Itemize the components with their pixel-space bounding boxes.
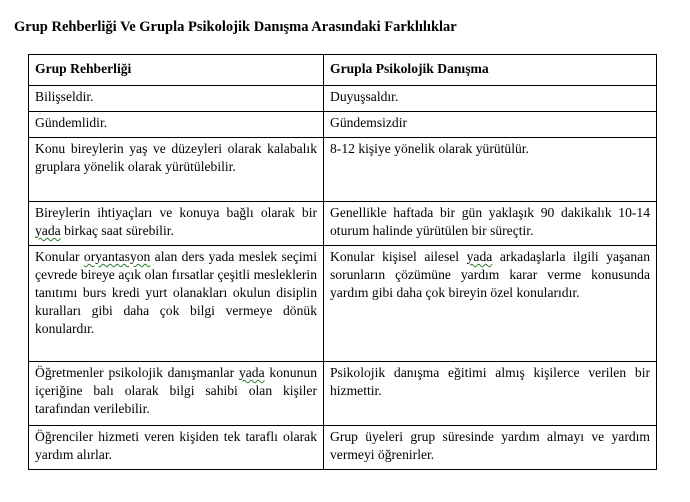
table-row: [29, 246, 657, 362]
table-row: [29, 112, 657, 138]
cell-grup-rehberligi: Öğretmenler psikolojik danışmanlar yada konunun içeriğine balı olarak bilgi sahibi olan kişiler tarafından verilebilir.: [29, 362, 324, 426]
header-grupla-psikolojik-danisma: Grupla Psikolojik Danışma: [324, 55, 657, 86]
spellcheck-word: yada: [238, 365, 265, 380]
table-row: [29, 426, 657, 470]
table-row: [29, 202, 657, 246]
cell-grup-rehberligi: Bilişseldir.: [29, 86, 324, 112]
cell-grupla-psikolojik-danisma: Gündemsizdir: [324, 112, 657, 138]
cell-grup-rehberligi: Gündemlidir.: [29, 112, 324, 138]
cell-grupla-psikolojik-danisma: Konular kişisel ailesel yada arkadaşlarla ilgili yaşanan sorunların çözümüne yardım karar verme konusunda yardım gibi daha çok bireyin özel konularıdır.: [324, 246, 657, 362]
cell-grup-rehberligi: Bireylerin ihtiyaçları ve konuya bağlı olarak bir yada birkaç saat sürebilir.: [29, 202, 324, 246]
comparison-table: [28, 54, 657, 470]
cell-grup-rehberligi: Konu bireylerin yaş ve düzeyleri olarak kalabalık gruplara yönelik olarak yürütülebilir.: [29, 138, 324, 202]
header-grup-rehberligi: Grup Rehberliği: [29, 55, 324, 86]
cell-grup-rehberligi: Konular oryantasyon alan ders yada meslek seçimi çevrede bireye açık olan fırsatlar çeşitli mesleklerin tanıtımı burs kredi yurt olanakları okulun disiplin kuralları gibi daha çok bilgi vermeye dönük konulardır.: [29, 246, 324, 362]
table-header-row: [29, 55, 657, 86]
table-row: [29, 138, 657, 202]
cell-grup-rehberligi: Öğrenciler hizmeti veren kişiden tek taraflı olarak yardım alırlar.: [29, 426, 324, 470]
spellcheck-word: oryantasyon: [83, 249, 151, 264]
cell-grupla-psikolojik-danisma: Genellikle haftada bir gün yaklaşık 90 dakikalık 10-14 oturum halinde yürütülen bir süreçtir.: [324, 202, 657, 246]
page-title: Grup Rehberliği Ve Grupla Psikolojik Danışma Arasındaki Farklılıklar: [14, 19, 457, 35]
spellcheck-word: yada: [35, 223, 61, 238]
cell-grupla-psikolojik-danisma: Grup üyeleri grup süresinde yardım almayı ve yardım vermeyi öğrenirler.: [324, 426, 657, 470]
table-row: [29, 86, 657, 112]
cell-grupla-psikolojik-danisma: 8-12 kişiye yönelik olarak yürütülür.: [324, 138, 657, 202]
cell-grupla-psikolojik-danisma: Duyuşsaldır.: [324, 86, 657, 112]
cell-grupla-psikolojik-danisma: Psikolojik danışma eğitimi almış kişilerce verilen bir hizmettir.: [324, 362, 657, 426]
spellcheck-word: yada: [466, 249, 493, 264]
table-row: [29, 362, 657, 426]
